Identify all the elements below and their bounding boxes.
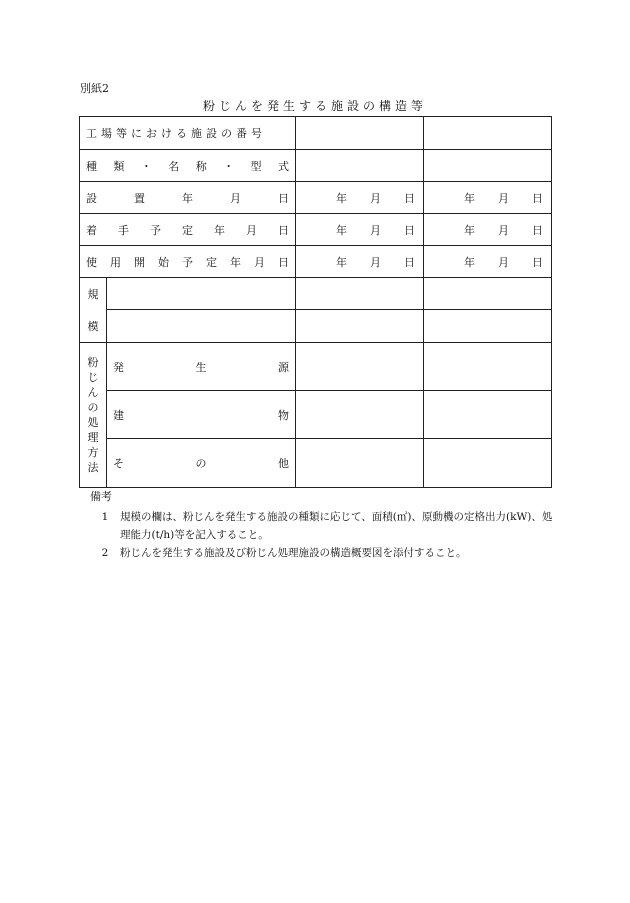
row-use-start-date bbox=[80, 246, 552, 278]
note-number: 1 bbox=[101, 511, 109, 523]
scale-value-2a[interactable] bbox=[296, 310, 424, 343]
treatment-source-value-2[interactable] bbox=[424, 343, 552, 391]
row-type-name-model bbox=[80, 150, 552, 182]
start-date-label: 着 手 予 定 年 月 日 bbox=[80, 214, 296, 246]
treatment-other-value-2[interactable] bbox=[424, 439, 552, 488]
row-treatment-source bbox=[80, 343, 552, 391]
installed-date-value-1[interactable]: 年 月 日 bbox=[296, 182, 424, 214]
facility-number-value-2[interactable] bbox=[424, 117, 552, 150]
row-treatment-building bbox=[80, 391, 552, 439]
row-facility-number bbox=[80, 117, 552, 150]
note-text: 規模の欄は、粉じんを発生する施設の種類に応じて、面積(㎡)、原動機の定格出力(kW)、処理能力(t/h)等を記入すること。 bbox=[120, 511, 553, 541]
note-number: 2 bbox=[101, 547, 109, 559]
scale-item-2[interactable] bbox=[107, 310, 296, 343]
scale-value-2b[interactable] bbox=[424, 310, 552, 343]
start-date-value-1[interactable]: 年 月 日 bbox=[296, 214, 424, 246]
document-title: 粉じんを発生する施設の構造等 bbox=[202, 99, 427, 113]
treatment-source-value-1[interactable] bbox=[296, 343, 424, 391]
notes-section bbox=[90, 488, 560, 562]
type-name-model-label: 種 類 ・ 名 称 ・ 型 式 bbox=[80, 150, 296, 182]
use-start-date-value-1[interactable]: 年 月 日 bbox=[296, 246, 424, 278]
type-name-model-value-1[interactable] bbox=[296, 150, 424, 182]
row-treatment-other bbox=[80, 439, 552, 488]
treatment-other-label: そ の 他 bbox=[107, 439, 296, 488]
notes-heading: 備考 bbox=[90, 490, 112, 503]
treatment-building-value-2[interactable] bbox=[424, 391, 552, 439]
treatment-building-label: 建 物 bbox=[107, 391, 296, 439]
page-label: 別紙2 bbox=[80, 82, 109, 95]
treatment-method-label: 粉 じ ん の 処 理 方 法 bbox=[80, 343, 107, 488]
scale-item-1[interactable] bbox=[107, 278, 296, 310]
scale-value-1b[interactable] bbox=[424, 278, 552, 310]
start-date-value-2[interactable]: 年 月 日 bbox=[424, 214, 552, 246]
facility-number-value-1[interactable] bbox=[296, 117, 424, 150]
use-start-date-value-2[interactable]: 年 月 日 bbox=[424, 246, 552, 278]
note-text: 粉じんを発生する施設及び粉じん処理施設の構造概要図を添付すること。 bbox=[120, 547, 467, 559]
note-item bbox=[90, 508, 560, 544]
facility-number-label: 工場等における施設の番号 bbox=[80, 117, 296, 150]
scale-value-1a[interactable] bbox=[296, 278, 424, 310]
row-scale-1 bbox=[80, 278, 552, 310]
structure-form-table bbox=[79, 116, 552, 488]
note-item bbox=[90, 544, 560, 562]
treatment-source-label: 発 生 源 bbox=[107, 343, 296, 391]
use-start-date-label: 使 用 開 始 予 定 年 月 日 bbox=[80, 246, 296, 278]
row-start-date bbox=[80, 214, 552, 246]
scale-label: 規 模 bbox=[80, 278, 107, 343]
treatment-building-value-1[interactable] bbox=[296, 391, 424, 439]
installed-date-label: 設 置 年 月 日 bbox=[80, 182, 296, 214]
type-name-model-value-2[interactable] bbox=[424, 150, 552, 182]
row-installed-date bbox=[80, 182, 552, 214]
installed-date-value-2[interactable]: 年 月 日 bbox=[424, 182, 552, 214]
row-scale-2 bbox=[80, 310, 552, 343]
treatment-other-value-1[interactable] bbox=[296, 439, 424, 488]
